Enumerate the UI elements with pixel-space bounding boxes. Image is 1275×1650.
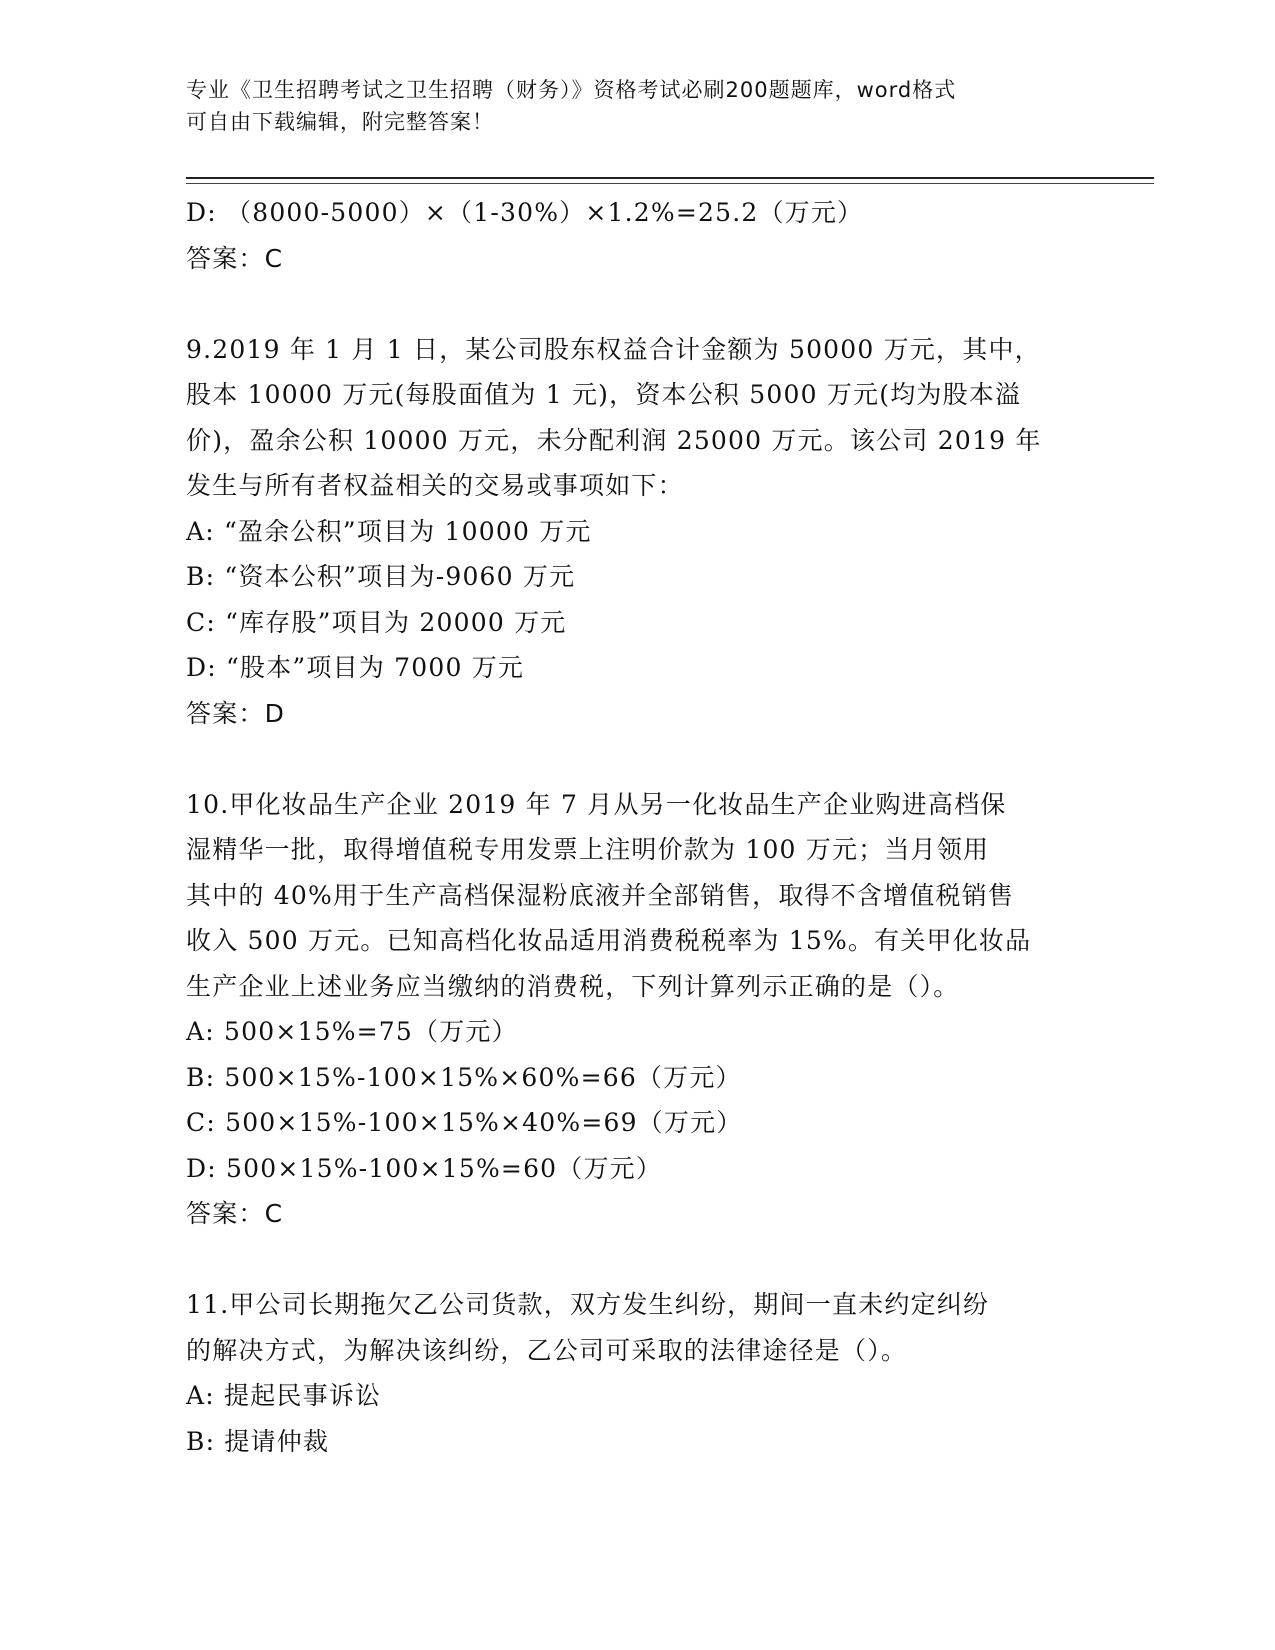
- spacer: [186, 281, 1086, 327]
- spacer: [186, 736, 1086, 782]
- option-c: C: “库存股”项目为 20000 万元: [186, 607, 567, 637]
- question-text-line: 的解决方式，为解决该纠纷，乙公司可采取的法律途径是（）。: [186, 1335, 908, 1365]
- question-text-line: 股本 10000 万元(每股面值为 1 元)，资本公积 5000 万元(均为股本溢: [186, 380, 1022, 409]
- option-a: A: 提起民事诉讼: [186, 1381, 382, 1410]
- option-d: D: 500×15%-100×15%=60（万元）: [186, 1153, 663, 1183]
- document-header: [186, 74, 1086, 138]
- header-divider-thick: [186, 177, 1154, 179]
- question-text-line: 收入 500 万元。已知高档化妆品适用消费税税率为 15%。有关甲化妆品: [186, 926, 1032, 955]
- answer-line: 答案：D: [186, 698, 286, 728]
- answer-line: 答案：C: [186, 243, 284, 273]
- question-text-line: 9.2019 年 1 月 1 日，某公司股东权益合计金额为 50000 万元，其中，: [186, 334, 1041, 364]
- header-line-2: 可自由下载编辑，附完整答案！: [186, 110, 494, 134]
- option-d: D: （8000-5000）×（1-30%）×1.2%=25.2（万元）: [186, 198, 864, 227]
- question-10: [186, 782, 1086, 1237]
- question-text-line: 10.甲化妆品生产企业 2019 年 7 月从另一化妆品生产企业购进高档保: [186, 789, 1007, 819]
- question-text-line: 11.甲公司长期拖欠乙公司货款，双方发生纠纷，期间一直未约定纠纷: [186, 1290, 990, 1319]
- option-b: B: 提请仲裁: [186, 1426, 330, 1456]
- option-b: B: “资本公积”项目为-9060 万元: [186, 562, 576, 591]
- question-text-line: 其中的 40%用于生产高档保湿粉底液并全部销售，取得不含增值税销售: [186, 880, 1015, 910]
- question-text-line: 湿精华一批，取得增值税专用发票上注明价款为 100 万元；当月领用: [186, 835, 990, 864]
- question-9: [186, 327, 1086, 737]
- previous-question-tail: [186, 190, 1086, 281]
- option-a: A: 500×15%=75（万元）: [186, 1017, 518, 1046]
- option-c: C: 500×15%-100×15%×40%=69（万元）: [186, 1108, 743, 1137]
- option-b: B: 500×15%-100×15%×60%=66（万元）: [186, 1062, 742, 1092]
- answer-line: 答案：C: [186, 1199, 284, 1228]
- question-11: [186, 1282, 1086, 1464]
- document-body: [186, 190, 1086, 1464]
- question-text-line: 价)，盈余公积 10000 万元，未分配利润 25000 万元。该公司 2019 年: [186, 425, 1042, 455]
- question-text-line: 发生与所有者权益相关的交易或事项如下：: [186, 471, 684, 500]
- header-divider-thin: [186, 183, 1154, 184]
- option-a: A: “盈余公积”项目为 10000 万元: [186, 516, 592, 546]
- header-line-1: 专业《卫生招聘考试之卫生招聘（财务）》资格考试必刷200题题库，word格式: [186, 78, 957, 102]
- option-d: D: “股本”项目为 7000 万元: [186, 653, 525, 682]
- question-text-line: 生产企业上述业务应当缴纳的消费税，下列计算列示正确的是（）。: [186, 971, 960, 1001]
- spacer: [186, 1237, 1086, 1283]
